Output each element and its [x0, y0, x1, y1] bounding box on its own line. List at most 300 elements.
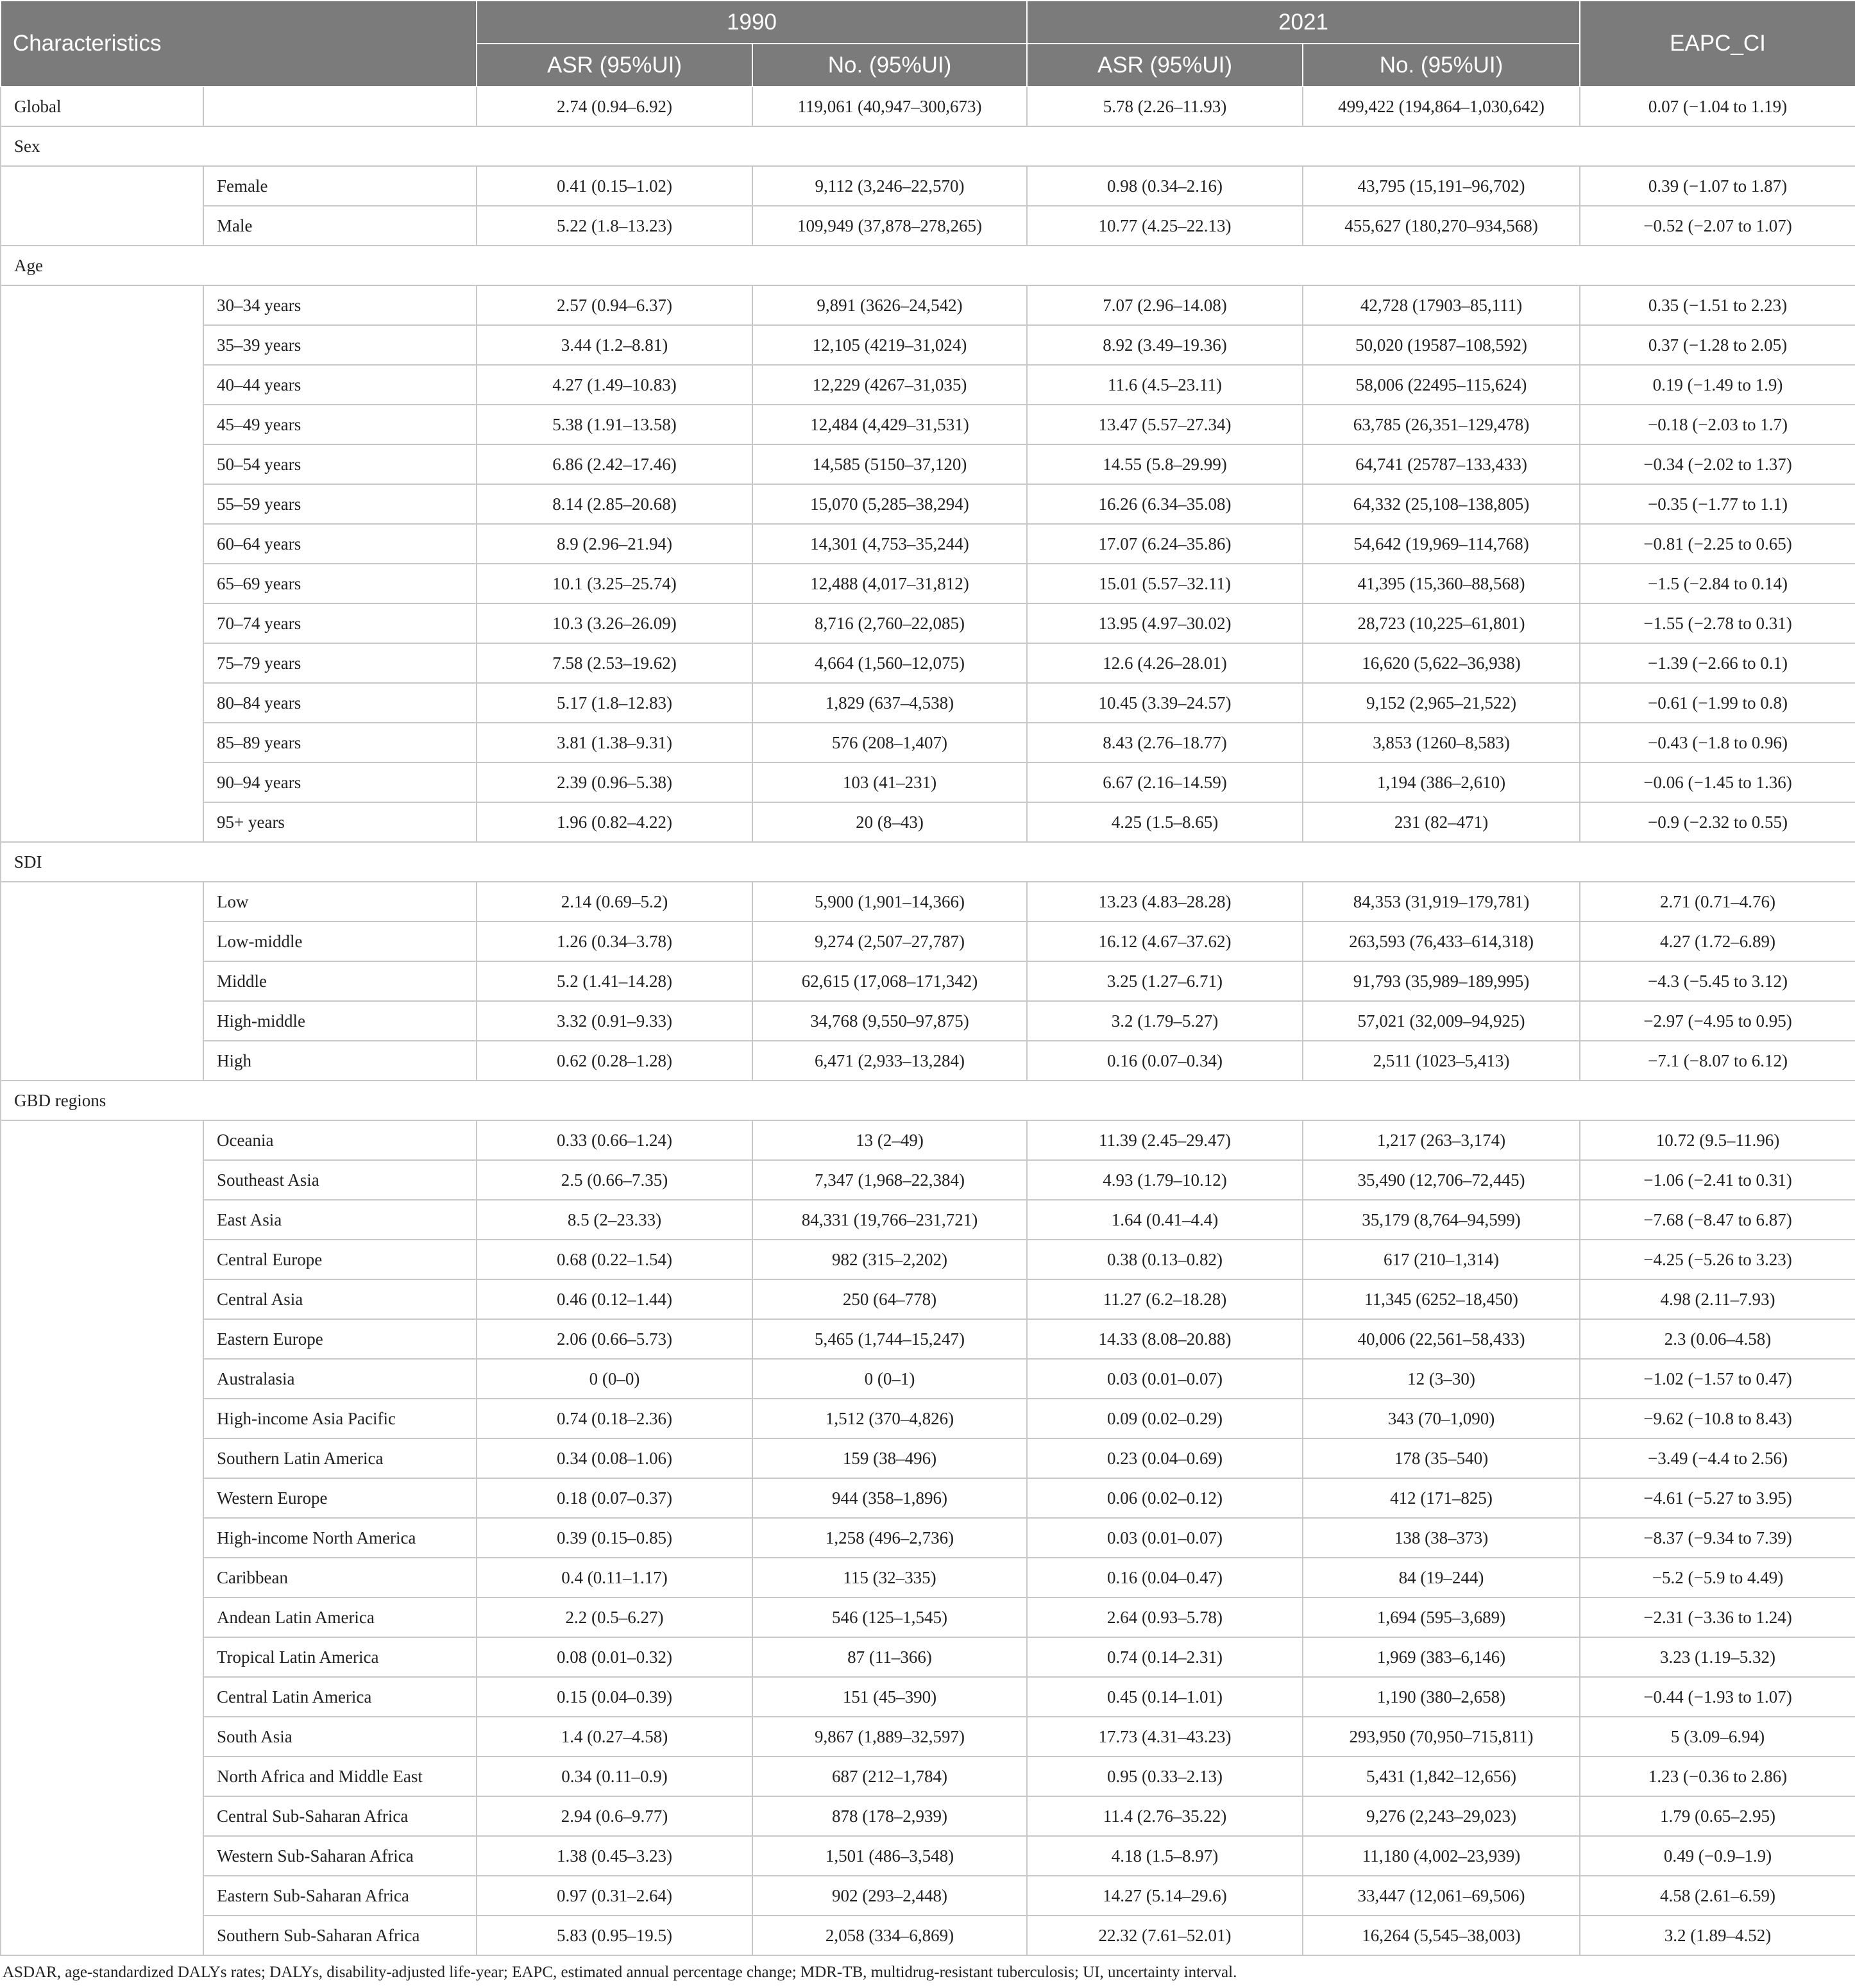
cell-no-2021: 5,431 (1,842–12,656) — [1303, 1756, 1580, 1796]
cell-no-1990: 62,615 (17,068–171,342) — [752, 961, 1027, 1001]
cell-asr-1990: 8.14 (2.85–20.68) — [477, 484, 752, 524]
row-label: Western Europe — [203, 1478, 477, 1518]
table-footnote: ASDAR, age-standardized DALYs rates; DALYs, disability-adjusted life-year; EAPC, estimated annual percentage change; MDR-TB, multidrug-resistant tuberculosis; UI, uncertainty interval. — [3, 1964, 1237, 1981]
cell-no-2021: 617 (210–1,314) — [1303, 1240, 1580, 1279]
cell-asr-2021: 15.01 (5.57–32.11) — [1027, 564, 1303, 603]
row-label: East Asia — [203, 1200, 477, 1240]
cell-no-1990: 9,867 (1,889–32,597) — [752, 1717, 1027, 1756]
cell-no-2021: 1,190 (380–2,658) — [1303, 1677, 1580, 1717]
cell-no-1990: 15,070 (5,285–38,294) — [752, 484, 1027, 524]
row-label: High-middle — [203, 1001, 477, 1041]
row-label: Oceania — [203, 1120, 477, 1160]
table-row — [1, 1876, 1855, 1916]
cell-no-2021: 58,006 (22495–115,624) — [1303, 365, 1580, 405]
cell-no-1990: 1,829 (637–4,538) — [752, 683, 1027, 723]
group-spacer-cell — [1, 882, 203, 1081]
cell-no-2021: 35,490 (12,706–72,445) — [1303, 1160, 1580, 1200]
cell-no-2021: 1,969 (383–6,146) — [1303, 1637, 1580, 1677]
cell-eapc: 4.27 (1.72–6.89) — [1580, 922, 1855, 961]
cell-eapc: 0.35 (−1.51 to 2.23) — [1580, 285, 1855, 325]
cell-eapc: 4.98 (2.11–7.93) — [1580, 1279, 1855, 1319]
cell-asr-1990: 0.62 (0.28–1.28) — [477, 1041, 752, 1081]
table-row — [1, 444, 1855, 484]
row-label: 30–34 years — [203, 285, 477, 325]
cell-no-1990: 902 (293–2,448) — [752, 1876, 1027, 1916]
row-label: High — [203, 1041, 477, 1081]
cell-eapc: 0.49 (−0.9–1.9) — [1580, 1836, 1855, 1876]
cell-no-2021: 178 (35–540) — [1303, 1438, 1580, 1478]
cell-eapc: 3.23 (1.19–5.32) — [1580, 1637, 1855, 1677]
table-row — [1, 325, 1855, 365]
cell-eapc: −3.49 (−4.4 to 2.56) — [1580, 1438, 1855, 1478]
table-row — [1, 1279, 1855, 1319]
cell-eapc: 2.71 (0.71–4.76) — [1580, 882, 1855, 922]
table-body — [1, 87, 1855, 1955]
row-label: 55–59 years — [203, 484, 477, 524]
cell-eapc: −4.3 (−5.45 to 3.12) — [1580, 961, 1855, 1001]
table-row — [1, 1677, 1855, 1717]
cell-eapc: 0.39 (−1.07 to 1.87) — [1580, 166, 1855, 206]
cell-asr-2021: 14.55 (5.8–29.99) — [1027, 444, 1303, 484]
cell-no-1990: 12,229 (4267–31,035) — [752, 365, 1027, 405]
table-header — [1, 1, 1855, 87]
cell-no-2021: 138 (38–373) — [1303, 1518, 1580, 1558]
cell-asr-1990: 2.14 (0.69–5.2) — [477, 882, 752, 922]
cell-no-1990: 12,105 (4219–31,024) — [752, 325, 1027, 365]
table-row — [1, 882, 1855, 922]
cell-asr-2021: 13.47 (5.57–27.34) — [1027, 405, 1303, 444]
table-row — [1, 762, 1855, 802]
row-label: 70–74 years — [203, 603, 477, 643]
cell-eapc: −1.55 (−2.78 to 0.31) — [1580, 603, 1855, 643]
row-label: Central Europe — [203, 1240, 477, 1279]
cell-no-1990: 12,484 (4,429–31,531) — [752, 405, 1027, 444]
cell-no-1990: 119,061 (40,947–300,673) — [752, 87, 1027, 126]
cell-asr-2021: 8.43 (2.76–18.77) — [1027, 723, 1303, 762]
section-title: Sex — [1, 126, 1855, 166]
row-label: Central Latin America — [203, 1677, 477, 1717]
table-row — [1, 1916, 1855, 1955]
cell-asr-2021: 22.32 (7.61–52.01) — [1027, 1916, 1303, 1955]
cell-asr-1990: 5.38 (1.91–13.58) — [477, 405, 752, 444]
header-asr-1990: ASR (95%UI) — [477, 44, 752, 87]
cell-eapc: −0.61 (−1.99 to 0.8) — [1580, 683, 1855, 723]
cell-asr-2021: 17.07 (6.24–35.86) — [1027, 524, 1303, 564]
cell-asr-1990: 5.83 (0.95–19.5) — [477, 1916, 752, 1955]
cell-asr-1990: 0.08 (0.01–0.32) — [477, 1637, 752, 1677]
table-row — [1, 1756, 1855, 1796]
table-row — [1, 683, 1855, 723]
cell-eapc: −0.44 (−1.93 to 1.07) — [1580, 1677, 1855, 1717]
cell-asr-1990: 0.15 (0.04–0.39) — [477, 1677, 752, 1717]
row-label: Australasia — [203, 1359, 477, 1399]
cell-no-2021: 11,345 (6252–18,450) — [1303, 1279, 1580, 1319]
cell-asr-1990: 5.2 (1.41–14.28) — [477, 961, 752, 1001]
cell-asr-1990: 8.9 (2.96–21.94) — [477, 524, 752, 564]
cell-eapc: 3.2 (1.89–4.52) — [1580, 1916, 1855, 1955]
cell-no-2021: 9,276 (2,243–29,023) — [1303, 1796, 1580, 1836]
cell-no-2021: 2,511 (1023–5,413) — [1303, 1041, 1580, 1081]
cell-no-1990: 159 (38–496) — [752, 1438, 1027, 1478]
header-year-2021: 2021 — [1027, 1, 1580, 44]
row-label: Low-middle — [203, 922, 477, 961]
cell-no-1990: 84,331 (19,766–231,721) — [752, 1200, 1027, 1240]
cell-eapc: −7.68 (−8.47 to 6.87) — [1580, 1200, 1855, 1240]
cell-asr-2021: 0.45 (0.14–1.01) — [1027, 1677, 1303, 1717]
cell-asr-2021: 0.23 (0.04–0.69) — [1027, 1438, 1303, 1478]
cell-asr-1990: 4.27 (1.49–10.83) — [477, 365, 752, 405]
cell-no-2021: 455,627 (180,270–934,568) — [1303, 206, 1580, 246]
cell-eapc: 0.07 (−1.04 to 1.19) — [1580, 87, 1855, 126]
cell-no-2021: 50,020 (19587–108,592) — [1303, 325, 1580, 365]
section-header-row — [1, 126, 1855, 166]
table-row — [1, 802, 1855, 842]
cell-asr-2021: 11.4 (2.76–35.22) — [1027, 1796, 1303, 1836]
row-label: Global — [1, 87, 203, 126]
header-row-years — [1, 1, 1855, 44]
cell-no-1990: 103 (41–231) — [752, 762, 1027, 802]
cell-asr-2021: 11.39 (2.45–29.47) — [1027, 1120, 1303, 1160]
cell-eapc: −5.2 (−5.9 to 4.49) — [1580, 1558, 1855, 1597]
cell-asr-1990: 7.58 (2.53–19.62) — [477, 643, 752, 683]
cell-asr-1990: 0.4 (0.11–1.17) — [477, 1558, 752, 1597]
cell-eapc: 0.37 (−1.28 to 2.05) — [1580, 325, 1855, 365]
cell-eapc: 4.58 (2.61–6.59) — [1580, 1876, 1855, 1916]
row-label: Southeast Asia — [203, 1160, 477, 1200]
cell-asr-1990: 2.06 (0.66–5.73) — [477, 1319, 752, 1359]
section-title: SDI — [1, 842, 1855, 882]
cell-asr-2021: 3.2 (1.79–5.27) — [1027, 1001, 1303, 1041]
cell-eapc: −0.81 (−2.25 to 0.65) — [1580, 524, 1855, 564]
cell-asr-1990: 0.39 (0.15–0.85) — [477, 1518, 752, 1558]
row-label: 65–69 years — [203, 564, 477, 603]
header-no-2021: No. (95%UI) — [1303, 44, 1580, 87]
cell-eapc: 0.19 (−1.49 to 1.9) — [1580, 365, 1855, 405]
row-label: High-income North America — [203, 1518, 477, 1558]
row-label: Tropical Latin America — [203, 1637, 477, 1677]
cell-asr-1990: 0.34 (0.08–1.06) — [477, 1438, 752, 1478]
table-row — [1, 365, 1855, 405]
cell-asr-1990: 5.17 (1.8–12.83) — [477, 683, 752, 723]
cell-asr-1990: 3.32 (0.91–9.33) — [477, 1001, 752, 1041]
row-label: 60–64 years — [203, 524, 477, 564]
cell-no-1990: 546 (125–1,545) — [752, 1597, 1027, 1637]
cell-no-1990: 5,465 (1,744–15,247) — [752, 1319, 1027, 1359]
cell-asr-1990: 3.44 (1.2–8.81) — [477, 325, 752, 365]
cell-eapc: 1.79 (0.65–2.95) — [1580, 1796, 1855, 1836]
cell-asr-1990: 3.81 (1.38–9.31) — [477, 723, 752, 762]
cell-no-1990: 34,768 (9,550–97,875) — [752, 1001, 1027, 1041]
cell-eapc: −0.9 (−2.32 to 0.55) — [1580, 802, 1855, 842]
cell-eapc: 10.72 (9.5–11.96) — [1580, 1120, 1855, 1160]
cell-asr-1990: 0 (0–0) — [477, 1359, 752, 1399]
cell-no-2021: 12 (3–30) — [1303, 1359, 1580, 1399]
cell-eapc: −1.39 (−2.66 to 0.1) — [1580, 643, 1855, 683]
cell-eapc: −0.18 (−2.03 to 1.7) — [1580, 405, 1855, 444]
group-spacer-cell — [1, 285, 203, 842]
cell-asr-2021: 11.27 (6.2–18.28) — [1027, 1279, 1303, 1319]
cell-no-1990: 687 (212–1,784) — [752, 1756, 1027, 1796]
row-label: Eastern Europe — [203, 1319, 477, 1359]
cell-asr-2021: 13.23 (4.83–28.28) — [1027, 882, 1303, 922]
row-label: Male — [203, 206, 477, 246]
row-label: 35–39 years — [203, 325, 477, 365]
cell-no-1990: 13 (2–49) — [752, 1120, 1027, 1160]
cell-eapc: 1.23 (−0.36 to 2.86) — [1580, 1756, 1855, 1796]
table-row — [1, 1637, 1855, 1677]
cell-no-2021: 293,950 (70,950–715,811) — [1303, 1717, 1580, 1756]
cell-asr-2021: 16.26 (6.34–35.08) — [1027, 484, 1303, 524]
cell-no-2021: 1,194 (386–2,610) — [1303, 762, 1580, 802]
cell-eapc: −1.06 (−2.41 to 0.31) — [1580, 1160, 1855, 1200]
cell-asr-2021: 0.03 (0.01–0.07) — [1027, 1518, 1303, 1558]
cell-eapc: −0.34 (−2.02 to 1.37) — [1580, 444, 1855, 484]
cell-no-2021: 16,264 (5,545–38,003) — [1303, 1916, 1580, 1955]
cell-asr-1990: 2.94 (0.6–9.77) — [477, 1796, 752, 1836]
cell-no-1990: 5,900 (1,901–14,366) — [752, 882, 1027, 922]
cell-asr-2021: 17.73 (4.31–43.23) — [1027, 1717, 1303, 1756]
table-row — [1, 603, 1855, 643]
cell-asr-2021: 11.6 (4.5–23.11) — [1027, 365, 1303, 405]
table-row — [1, 1438, 1855, 1478]
cell-eapc: −0.52 (−2.07 to 1.07) — [1580, 206, 1855, 246]
cell-asr-2021: 0.74 (0.14–2.31) — [1027, 1637, 1303, 1677]
cell-no-1990: 878 (178–2,939) — [752, 1796, 1027, 1836]
header-no-1990: No. (95%UI) — [752, 44, 1027, 87]
cell-asr-1990: 0.33 (0.66–1.24) — [477, 1120, 752, 1160]
cell-eapc: −9.62 (−10.8 to 8.43) — [1580, 1399, 1855, 1438]
cell-asr-1990: 1.4 (0.27–4.58) — [477, 1717, 752, 1756]
cell-asr-1990: 2.57 (0.94–6.37) — [477, 285, 752, 325]
cell-asr-2021: 0.16 (0.04–0.47) — [1027, 1558, 1303, 1597]
cell-asr-2021: 3.25 (1.27–6.71) — [1027, 961, 1303, 1001]
cell-no-2021: 54,642 (19,969–114,768) — [1303, 524, 1580, 564]
cell-no-2021: 412 (171–825) — [1303, 1478, 1580, 1518]
table-row — [1, 1717, 1855, 1756]
cell-eapc: −0.35 (−1.77 to 1.1) — [1580, 484, 1855, 524]
table-row — [1, 1041, 1855, 1081]
cell-asr-2021: 4.18 (1.5–8.97) — [1027, 1836, 1303, 1876]
cell-asr-2021: 5.78 (2.26–11.93) — [1027, 87, 1303, 126]
table-row — [1, 643, 1855, 683]
cell-asr-2021: 4.25 (1.5–8.65) — [1027, 802, 1303, 842]
row-label: Southern Sub-Saharan Africa — [203, 1916, 477, 1955]
row-label: 80–84 years — [203, 683, 477, 723]
cell-no-1990: 0 (0–1) — [752, 1359, 1027, 1399]
cell-no-2021: 3,853 (1260–8,583) — [1303, 723, 1580, 762]
cell-asr-1990: 2.5 (0.66–7.35) — [477, 1160, 752, 1200]
cell-asr-2021: 14.33 (8.08–20.88) — [1027, 1319, 1303, 1359]
table-row — [1, 1558, 1855, 1597]
cell-no-2021: 231 (82–471) — [1303, 802, 1580, 842]
cell-asr-1990: 10.1 (3.25–25.74) — [477, 564, 752, 603]
cell-asr-2021: 0.09 (0.02–0.29) — [1027, 1399, 1303, 1438]
cell-asr-2021: 6.67 (2.16–14.59) — [1027, 762, 1303, 802]
cell-no-1990: 1,501 (486–3,548) — [752, 1836, 1027, 1876]
cell-asr-1990: 2.2 (0.5–6.27) — [477, 1597, 752, 1637]
row-label: North Africa and Middle East — [203, 1756, 477, 1796]
row-label: Low — [203, 882, 477, 922]
cell-asr-2021: 1.64 (0.41–4.4) — [1027, 1200, 1303, 1240]
cell-no-1990: 7,347 (1,968–22,384) — [752, 1160, 1027, 1200]
row-sublabel — [203, 87, 477, 126]
cell-no-1990: 982 (315–2,202) — [752, 1240, 1027, 1279]
table-row — [1, 1478, 1855, 1518]
cell-no-2021: 35,179 (8,764–94,599) — [1303, 1200, 1580, 1240]
cell-no-1990: 14,585 (5150–37,120) — [752, 444, 1027, 484]
cell-eapc: −1.5 (−2.84 to 0.14) — [1580, 564, 1855, 603]
cell-asr-2021: 0.06 (0.02–0.12) — [1027, 1478, 1303, 1518]
row-label: 45–49 years — [203, 405, 477, 444]
cell-no-2021: 9,152 (2,965–21,522) — [1303, 683, 1580, 723]
cell-eapc: −0.43 (−1.8 to 0.96) — [1580, 723, 1855, 762]
row-label: 95+ years — [203, 802, 477, 842]
table-row — [1, 1796, 1855, 1836]
table-row — [1, 405, 1855, 444]
section-header-row — [1, 246, 1855, 285]
cell-asr-1990: 8.5 (2–23.33) — [477, 1200, 752, 1240]
section-title: Age — [1, 246, 1855, 285]
cell-no-2021: 28,723 (10,225–61,801) — [1303, 603, 1580, 643]
table-row — [1, 1836, 1855, 1876]
cell-no-2021: 84,353 (31,919–179,781) — [1303, 882, 1580, 922]
cell-no-2021: 499,422 (194,864–1,030,642) — [1303, 87, 1580, 126]
cell-asr-2021: 8.92 (3.49–19.36) — [1027, 325, 1303, 365]
row-label: Female — [203, 166, 477, 206]
cell-no-1990: 4,664 (1,560–12,075) — [752, 643, 1027, 683]
cell-eapc: 5 (3.09–6.94) — [1580, 1717, 1855, 1756]
cell-asr-2021: 0.16 (0.07–0.34) — [1027, 1041, 1303, 1081]
cell-no-1990: 115 (32–335) — [752, 1558, 1027, 1597]
table-row — [1, 524, 1855, 564]
cell-no-2021: 11,180 (4,002–23,939) — [1303, 1836, 1580, 1876]
row-label: 50–54 years — [203, 444, 477, 484]
section-header-row — [1, 1081, 1855, 1120]
section-header-row — [1, 842, 1855, 882]
header-asr-2021: ASR (95%UI) — [1027, 44, 1303, 87]
row-label: High-income Asia Pacific — [203, 1399, 477, 1438]
table-row — [1, 166, 1855, 206]
cell-no-1990: 250 (64–778) — [752, 1279, 1027, 1319]
table-row — [1, 285, 1855, 325]
cell-no-2021: 64,741 (25787–133,433) — [1303, 444, 1580, 484]
cell-no-1990: 151 (45–390) — [752, 1677, 1027, 1717]
cell-eapc: −4.25 (−5.26 to 3.23) — [1580, 1240, 1855, 1279]
table-row — [1, 564, 1855, 603]
cell-no-2021: 43,795 (15,191–96,702) — [1303, 166, 1580, 206]
table-row — [1, 484, 1855, 524]
cell-no-1990: 1,512 (370–4,826) — [752, 1399, 1027, 1438]
row-label: 75–79 years — [203, 643, 477, 683]
cell-asr-2021: 2.64 (0.93–5.78) — [1027, 1597, 1303, 1637]
cell-eapc: 2.3 (0.06–4.58) — [1580, 1319, 1855, 1359]
header-year-1990: 1990 — [477, 1, 1027, 44]
cell-asr-1990: 5.22 (1.8–13.23) — [477, 206, 752, 246]
cell-asr-1990: 0.41 (0.15–1.02) — [477, 166, 752, 206]
table-row — [1, 723, 1855, 762]
table-row — [1, 1200, 1855, 1240]
row-label: Middle — [203, 961, 477, 1001]
cell-asr-1990: 6.86 (2.42–17.46) — [477, 444, 752, 484]
cell-asr-1990: 0.46 (0.12–1.44) — [477, 1279, 752, 1319]
cell-eapc: −2.31 (−3.36 to 1.24) — [1580, 1597, 1855, 1637]
cell-no-1990: 8,716 (2,760–22,085) — [752, 603, 1027, 643]
cell-no-2021: 42,728 (17903–85,111) — [1303, 285, 1580, 325]
cell-no-2021: 91,793 (35,989–189,995) — [1303, 961, 1580, 1001]
cell-asr-2021: 16.12 (4.67–37.62) — [1027, 922, 1303, 961]
table-row — [1, 206, 1855, 246]
cell-no-1990: 109,949 (37,878–278,265) — [752, 206, 1027, 246]
table-row — [1, 1518, 1855, 1558]
cell-asr-1990: 2.39 (0.96–5.38) — [477, 762, 752, 802]
cell-no-2021: 343 (70–1,090) — [1303, 1399, 1580, 1438]
header-eapc: EAPC_CI — [1580, 1, 1855, 87]
cell-no-1990: 20 (8–43) — [752, 802, 1027, 842]
cell-no-1990: 1,258 (496–2,736) — [752, 1518, 1027, 1558]
cell-asr-1990: 0.97 (0.31–2.64) — [477, 1876, 752, 1916]
cell-asr-2021: 12.6 (4.26–28.01) — [1027, 643, 1303, 683]
cell-asr-1990: 0.68 (0.22–1.54) — [477, 1240, 752, 1279]
cell-no-2021: 41,395 (15,360–88,568) — [1303, 564, 1580, 603]
cell-no-1990: 2,058 (334–6,869) — [752, 1916, 1027, 1955]
table-row — [1, 1001, 1855, 1041]
row-label: Andean Latin America — [203, 1597, 477, 1637]
row-label: 90–94 years — [203, 762, 477, 802]
row-label: Western Sub-Saharan Africa — [203, 1836, 477, 1876]
cell-asr-1990: 10.3 (3.26–26.09) — [477, 603, 752, 643]
cell-asr-2021: 0.98 (0.34–2.16) — [1027, 166, 1303, 206]
cell-asr-1990: 1.96 (0.82–4.22) — [477, 802, 752, 842]
row-label: 85–89 years — [203, 723, 477, 762]
cell-no-2021: 57,021 (32,009–94,925) — [1303, 1001, 1580, 1041]
cell-asr-2021: 0.95 (0.33–2.13) — [1027, 1756, 1303, 1796]
cell-asr-2021: 4.93 (1.79–10.12) — [1027, 1160, 1303, 1200]
cell-no-1990: 87 (11–366) — [752, 1637, 1027, 1677]
cell-no-1990: 576 (208–1,407) — [752, 723, 1027, 762]
cell-asr-1990: 1.38 (0.45–3.23) — [477, 1836, 752, 1876]
cell-asr-2021: 13.95 (4.97–30.02) — [1027, 603, 1303, 643]
header-characteristics: Characteristics — [1, 1, 477, 87]
cell-eapc: −8.37 (−9.34 to 7.39) — [1580, 1518, 1855, 1558]
cell-asr-2021: 14.27 (5.14–29.6) — [1027, 1876, 1303, 1916]
table-row — [1, 1120, 1855, 1160]
cell-no-2021: 16,620 (5,622–36,938) — [1303, 643, 1580, 683]
cell-no-2021: 1,217 (263–3,174) — [1303, 1120, 1580, 1160]
cell-asr-1990: 1.26 (0.34–3.78) — [477, 922, 752, 961]
cell-asr-2021: 10.45 (3.39–24.57) — [1027, 683, 1303, 723]
cell-asr-1990: 0.74 (0.18–2.36) — [477, 1399, 752, 1438]
table-row-global — [1, 87, 1855, 126]
cell-no-1990: 9,891 (3626–24,542) — [752, 285, 1027, 325]
row-label: Southern Latin America — [203, 1438, 477, 1478]
table-row — [1, 1319, 1855, 1359]
cell-no-2021: 40,006 (22,561–58,433) — [1303, 1319, 1580, 1359]
cell-no-1990: 944 (358–1,896) — [752, 1478, 1027, 1518]
cell-no-2021: 263,593 (76,433–614,318) — [1303, 922, 1580, 961]
cell-no-1990: 12,488 (4,017–31,812) — [752, 564, 1027, 603]
cell-eapc: −4.61 (−5.27 to 3.95) — [1580, 1478, 1855, 1518]
cell-no-1990: 14,301 (4,753–35,244) — [752, 524, 1027, 564]
cell-asr-1990: 2.74 (0.94–6.92) — [477, 87, 752, 126]
row-label: South Asia — [203, 1717, 477, 1756]
table-row — [1, 961, 1855, 1001]
cell-eapc: −2.97 (−4.95 to 0.95) — [1580, 1001, 1855, 1041]
table-row — [1, 1359, 1855, 1399]
group-spacer-cell — [1, 166, 203, 246]
cell-asr-2021: 0.38 (0.13–0.82) — [1027, 1240, 1303, 1279]
cell-asr-2021: 7.07 (2.96–14.08) — [1027, 285, 1303, 325]
cell-asr-1990: 0.18 (0.07–0.37) — [477, 1478, 752, 1518]
